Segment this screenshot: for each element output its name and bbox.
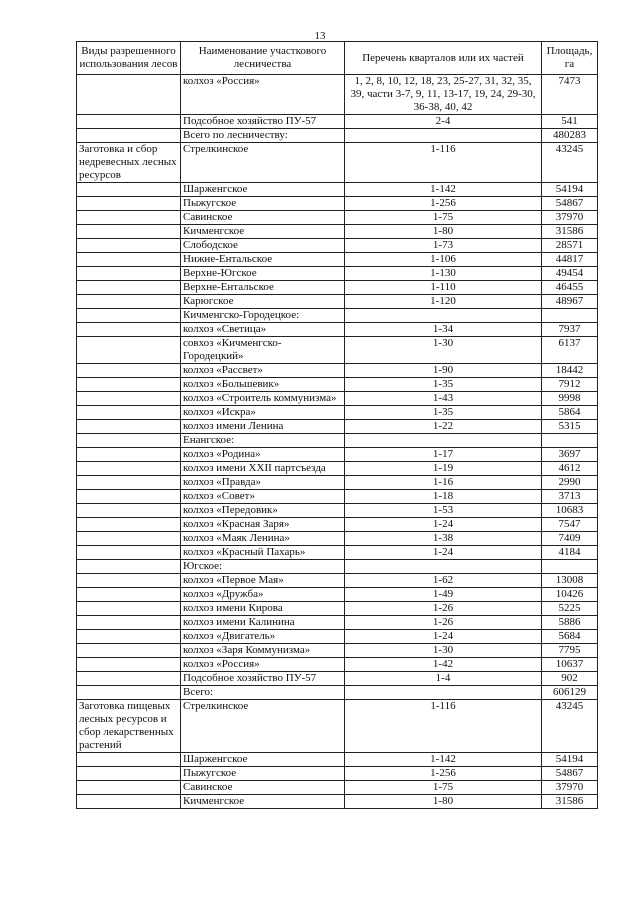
- cell-area: 13008: [542, 574, 598, 588]
- table-row: [77, 225, 598, 239]
- table-row: [77, 532, 598, 546]
- cell-forestry-name: Подсобное хозяйство ПУ-57: [181, 115, 345, 129]
- cell-area: 46455: [542, 281, 598, 295]
- cell-area: 7409: [542, 532, 598, 546]
- cell-forestry-name: Карюгское: [181, 295, 345, 309]
- table-row: [77, 767, 598, 781]
- table-row: [77, 602, 598, 616]
- table-row: [77, 476, 598, 490]
- cell-use-type: [77, 476, 181, 490]
- table-row: [77, 672, 598, 686]
- cell-use-type: [77, 225, 181, 239]
- cell-forestry-name: Югское:: [181, 560, 345, 574]
- cell-area: 44817: [542, 253, 598, 267]
- cell-area: 4184: [542, 546, 598, 560]
- cell-forestry-name: колхоз «Большевик»: [181, 378, 345, 392]
- cell-forestry-name: Всего:: [181, 686, 345, 700]
- cell-area: 31586: [542, 795, 598, 809]
- cell-area: [542, 560, 598, 574]
- cell-use-type: [77, 462, 181, 476]
- table-row: [77, 392, 598, 406]
- cell-forestry-name: Подсобное хозяйство ПУ-57: [181, 672, 345, 686]
- cell-quarters: 1-256: [345, 767, 542, 781]
- cell-quarters: 1-49: [345, 588, 542, 602]
- table-row: [77, 183, 598, 197]
- table-row: [77, 420, 598, 434]
- cell-quarters: [345, 560, 542, 574]
- cell-forestry-name: Стрелкинское: [181, 700, 345, 753]
- cell-use-type: [77, 183, 181, 197]
- table-body: [77, 75, 598, 809]
- table-row: [77, 686, 598, 700]
- table-row: [77, 518, 598, 532]
- table-row: [77, 239, 598, 253]
- cell-area: 2990: [542, 476, 598, 490]
- cell-area: 7547: [542, 518, 598, 532]
- cell-use-type: [77, 115, 181, 129]
- cell-quarters: 1-30: [345, 337, 542, 364]
- table-row: [77, 504, 598, 518]
- cell-area: 48967: [542, 295, 598, 309]
- cell-forestry-name: колхоз «Красный Пахарь»: [181, 546, 345, 560]
- table-row: [77, 75, 598, 115]
- table-row: [77, 211, 598, 225]
- cell-use-type: Заготовка и сбор недревесных лесных ресурсов: [77, 143, 181, 183]
- cell-use-type: [77, 588, 181, 602]
- cell-use-type: [77, 378, 181, 392]
- cell-area: 541: [542, 115, 598, 129]
- cell-forestry-name: колхоз имени XXII партсъезда: [181, 462, 345, 476]
- cell-use-type: [77, 448, 181, 462]
- cell-use-type: [77, 630, 181, 644]
- cell-use-type: [77, 490, 181, 504]
- cell-quarters: 1, 2, 8, 10, 12, 18, 23, 25-27, 31, 32, 35, 39, части 3-7, 9, 11, 13-17, 19, 24, 29-30, 36-38, 40, 42: [345, 75, 542, 115]
- cell-forestry-name: Слободское: [181, 239, 345, 253]
- cell-use-type: [77, 781, 181, 795]
- cell-forestry-name: Всего по лесничеству:: [181, 129, 345, 143]
- cell-area: 10637: [542, 658, 598, 672]
- cell-area: 6137: [542, 337, 598, 364]
- cell-quarters: 1-35: [345, 406, 542, 420]
- cell-forestry-name: колхоз «Передовик»: [181, 504, 345, 518]
- cell-use-type: [77, 323, 181, 337]
- cell-area: 43245: [542, 700, 598, 753]
- cell-quarters: 1-16: [345, 476, 542, 490]
- cell-quarters: 1-42: [345, 658, 542, 672]
- cell-forestry-name: Верхне-Ентальское: [181, 281, 345, 295]
- cell-forestry-name: колхоз «Строитель коммунизма»: [181, 392, 345, 406]
- cell-use-type: [77, 795, 181, 809]
- table-row: [77, 281, 598, 295]
- cell-use-type: [77, 560, 181, 574]
- cell-use-type: [77, 616, 181, 630]
- cell-quarters: 1-4: [345, 672, 542, 686]
- cell-use-type: [77, 518, 181, 532]
- cell-quarters: 1-80: [345, 225, 542, 239]
- table-row: [77, 560, 598, 574]
- cell-use-type: [77, 239, 181, 253]
- header-use-type: Виды разрешенного использования лесов: [77, 42, 181, 75]
- table-row: [77, 546, 598, 560]
- header-quarters: Перечень кварталов или их частей: [345, 42, 542, 75]
- cell-use-type: [77, 197, 181, 211]
- cell-use-type: [77, 504, 181, 518]
- cell-area: 7473: [542, 75, 598, 115]
- table-row: [77, 490, 598, 504]
- cell-quarters: 1-130: [345, 267, 542, 281]
- cell-forestry-name: Нижне-Ентальское: [181, 253, 345, 267]
- table-row: [77, 197, 598, 211]
- cell-forestry-name: колхоз «Первое Мая»: [181, 574, 345, 588]
- cell-quarters: 1-116: [345, 143, 542, 183]
- table-row: [77, 630, 598, 644]
- cell-forestry-name: колхоз «Двигатель»: [181, 630, 345, 644]
- cell-forestry-name: Кичменгское: [181, 225, 345, 239]
- cell-use-type: [77, 532, 181, 546]
- cell-use-type: [77, 267, 181, 281]
- cell-quarters: 1-30: [345, 644, 542, 658]
- cell-forestry-name: Стрелкинское: [181, 143, 345, 183]
- cell-area: 28571: [542, 239, 598, 253]
- cell-forestry-name: колхоз имени Кирова: [181, 602, 345, 616]
- table-row: [77, 700, 598, 753]
- cell-forestry-name: колхоз «Россия»: [181, 75, 345, 115]
- cell-forestry-name: Шарженгское: [181, 183, 345, 197]
- cell-quarters: 1-106: [345, 253, 542, 267]
- cell-use-type: [77, 672, 181, 686]
- cell-area: 37970: [542, 211, 598, 225]
- cell-area: 5864: [542, 406, 598, 420]
- cell-area: 5225: [542, 602, 598, 616]
- cell-quarters: 1-256: [345, 197, 542, 211]
- cell-quarters: 1-142: [345, 183, 542, 197]
- cell-quarters: 1-75: [345, 781, 542, 795]
- cell-forestry-name: колхоз «Рассвет»: [181, 364, 345, 378]
- cell-area: 3697: [542, 448, 598, 462]
- cell-use-type: [77, 686, 181, 700]
- cell-quarters: 1-24: [345, 518, 542, 532]
- cell-use-type: [77, 574, 181, 588]
- cell-quarters: 1-120: [345, 295, 542, 309]
- cell-area: 5315: [542, 420, 598, 434]
- cell-forestry-name: колхоз «Красная Заря»: [181, 518, 345, 532]
- cell-forestry-name: колхоз «Маяк Ленина»: [181, 532, 345, 546]
- cell-forestry-name: колхоз «Совет»: [181, 490, 345, 504]
- cell-area: 37970: [542, 781, 598, 795]
- cell-area: 49454: [542, 267, 598, 281]
- cell-area: 7912: [542, 378, 598, 392]
- cell-use-type: Заготовка пищевых лесных ресурсов и сбор лекарственных растений: [77, 700, 181, 753]
- cell-quarters: 1-110: [345, 281, 542, 295]
- cell-use-type: [77, 406, 181, 420]
- cell-area: 3713: [542, 490, 598, 504]
- cell-forestry-name: Верхне-Югское: [181, 267, 345, 281]
- cell-quarters: 1-17: [345, 448, 542, 462]
- cell-quarters: 1-73: [345, 239, 542, 253]
- cell-use-type: [77, 75, 181, 115]
- cell-forestry-name: колхоз «Искра»: [181, 406, 345, 420]
- cell-use-type: [77, 253, 181, 267]
- cell-area: 54194: [542, 753, 598, 767]
- cell-forestry-name: Пыжугское: [181, 197, 345, 211]
- table-row: [77, 337, 598, 364]
- cell-quarters: 1-116: [345, 700, 542, 753]
- cell-forestry-name: Савинское: [181, 781, 345, 795]
- cell-use-type: [77, 364, 181, 378]
- table-row: [77, 644, 598, 658]
- cell-quarters: [345, 434, 542, 448]
- cell-quarters: 1-80: [345, 795, 542, 809]
- cell-quarters: 1-90: [345, 364, 542, 378]
- cell-quarters: 2-4: [345, 115, 542, 129]
- cell-forestry-name: Кичменгское: [181, 795, 345, 809]
- cell-use-type: [77, 129, 181, 143]
- cell-area: 5684: [542, 630, 598, 644]
- cell-use-type: [77, 295, 181, 309]
- cell-area: 54867: [542, 197, 598, 211]
- cell-use-type: [77, 546, 181, 560]
- header-area: Площадь, га: [542, 42, 598, 75]
- cell-forestry-name: Енангское:: [181, 434, 345, 448]
- cell-area: 606129: [542, 686, 598, 700]
- table-row: [77, 267, 598, 281]
- cell-use-type: [77, 434, 181, 448]
- cell-use-type: [77, 211, 181, 225]
- cell-quarters: 1-18: [345, 490, 542, 504]
- cell-forestry-name: Савинское: [181, 211, 345, 225]
- cell-area: [542, 309, 598, 323]
- table-row: [77, 364, 598, 378]
- cell-forestry-name: колхоз имени Калинина: [181, 616, 345, 630]
- cell-use-type: [77, 309, 181, 323]
- cell-area: 480283: [542, 129, 598, 143]
- table-row: [77, 143, 598, 183]
- cell-quarters: [345, 686, 542, 700]
- cell-quarters: 1-26: [345, 616, 542, 630]
- cell-quarters: 1-75: [345, 211, 542, 225]
- cell-quarters: 1-38: [345, 532, 542, 546]
- table-row: [77, 129, 598, 143]
- cell-quarters: [345, 129, 542, 143]
- cell-quarters: [345, 309, 542, 323]
- cell-area: 43245: [542, 143, 598, 183]
- cell-quarters: 1-24: [345, 546, 542, 560]
- cell-use-type: [77, 337, 181, 364]
- cell-area: 4612: [542, 462, 598, 476]
- cell-forestry-name: колхоз «Родина»: [181, 448, 345, 462]
- cell-area: 902: [542, 672, 598, 686]
- table-row: [77, 406, 598, 420]
- cell-area: [542, 434, 598, 448]
- cell-quarters: 1-24: [345, 630, 542, 644]
- cell-forestry-name: Кичменгско-Городецкое:: [181, 309, 345, 323]
- cell-forestry-name: колхоз «Правда»: [181, 476, 345, 490]
- cell-use-type: [77, 281, 181, 295]
- cell-forestry-name: колхоз имени Ленина: [181, 420, 345, 434]
- table-row: [77, 658, 598, 672]
- table-row: [77, 295, 598, 309]
- cell-area: 5886: [542, 616, 598, 630]
- cell-area: 7795: [542, 644, 598, 658]
- cell-area: 18442: [542, 364, 598, 378]
- table-row: [77, 753, 598, 767]
- cell-forestry-name: колхоз «Заря Коммунизма»: [181, 644, 345, 658]
- header-forestry: Наименование участкового лесничества: [181, 42, 345, 75]
- forest-use-table: [76, 41, 598, 809]
- table-row: [77, 378, 598, 392]
- cell-area: 54867: [542, 767, 598, 781]
- cell-quarters: 1-34: [345, 323, 542, 337]
- cell-quarters: 1-142: [345, 753, 542, 767]
- cell-use-type: [77, 392, 181, 406]
- cell-forestry-name: Пыжугское: [181, 767, 345, 781]
- cell-use-type: [77, 602, 181, 616]
- table-row: [77, 115, 598, 129]
- table-header-row: [77, 42, 598, 75]
- table-row: [77, 448, 598, 462]
- cell-forestry-name: колхоз «Россия»: [181, 658, 345, 672]
- cell-use-type: [77, 753, 181, 767]
- table-row: [77, 323, 598, 337]
- cell-forestry-name: колхоз «Светица»: [181, 323, 345, 337]
- cell-quarters: 1-62: [345, 574, 542, 588]
- cell-area: 31586: [542, 225, 598, 239]
- table-row: [77, 434, 598, 448]
- cell-quarters: 1-35: [345, 378, 542, 392]
- cell-quarters: 1-19: [345, 462, 542, 476]
- table-row: [77, 616, 598, 630]
- table-row: [77, 574, 598, 588]
- cell-quarters: 1-26: [345, 602, 542, 616]
- table-row: [77, 253, 598, 267]
- cell-use-type: [77, 658, 181, 672]
- cell-use-type: [77, 644, 181, 658]
- table-row: [77, 781, 598, 795]
- page-number: 13: [314, 30, 326, 42]
- cell-forestry-name: Шарженгское: [181, 753, 345, 767]
- table-row: [77, 462, 598, 476]
- cell-quarters: 1-22: [345, 420, 542, 434]
- cell-area: 54194: [542, 183, 598, 197]
- cell-use-type: [77, 767, 181, 781]
- cell-use-type: [77, 420, 181, 434]
- cell-area: 10426: [542, 588, 598, 602]
- cell-quarters: 1-53: [345, 504, 542, 518]
- table-row: [77, 795, 598, 809]
- table-row: [77, 588, 598, 602]
- cell-quarters: 1-43: [345, 392, 542, 406]
- cell-area: 7937: [542, 323, 598, 337]
- cell-area: 10683: [542, 504, 598, 518]
- table-row: [77, 309, 598, 323]
- cell-area: 9998: [542, 392, 598, 406]
- cell-forestry-name: совхоз «Кичменгско-Городецкий»: [181, 337, 345, 364]
- cell-forestry-name: колхоз «Дружба»: [181, 588, 345, 602]
